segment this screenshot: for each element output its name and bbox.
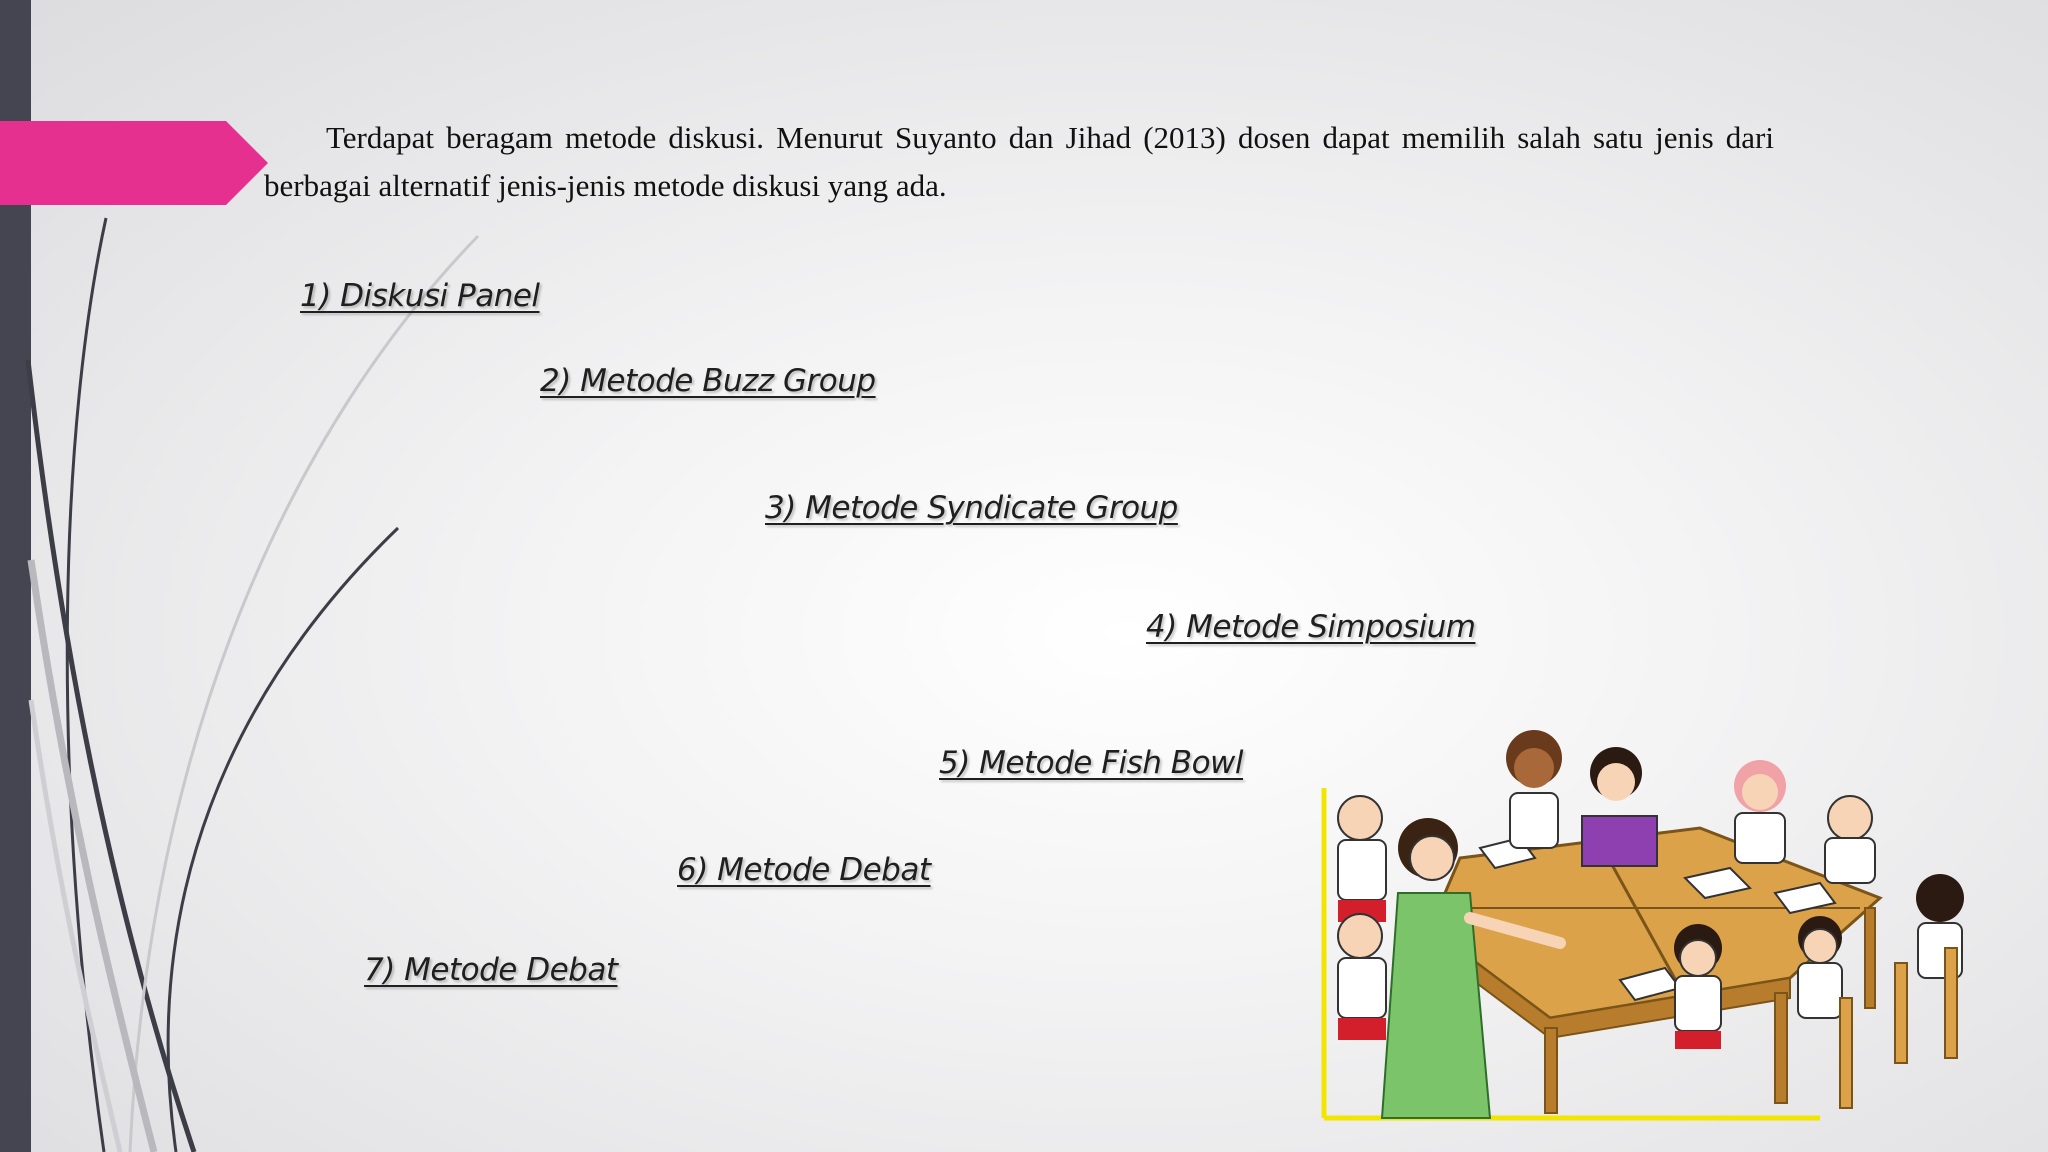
method-item-buzz-group[interactable]: 2) Metode Buzz Group bbox=[540, 363, 876, 399]
classroom-discussion-illustration bbox=[1320, 718, 1980, 1123]
method-item-syndicate-group[interactable]: 3) Metode Syndicate Group bbox=[765, 490, 1178, 526]
method-item-simposium[interactable]: 4) Metode Simposium bbox=[1146, 609, 1476, 645]
intro-paragraph bbox=[264, 114, 1774, 210]
method-item-debat-2[interactable]: 7) Metode Debat bbox=[364, 952, 618, 988]
intro-text: Terdapat beragam metode diskusi. Menurut Suyanto dan Jihad (2013) dosen dapat memilih salah satu jenis dari berbagai alternatif jenis-jenis metode diskusi yang ada. bbox=[264, 120, 1774, 203]
method-item-diskusi-panel[interactable]: 1) Diskusi Panel bbox=[300, 278, 540, 314]
method-item-fish-bowl[interactable]: 5) Metode Fish Bowl bbox=[939, 745, 1244, 781]
pink-arrow-accent bbox=[0, 121, 268, 205]
method-item-debat[interactable]: 6) Metode Debat bbox=[677, 852, 931, 888]
